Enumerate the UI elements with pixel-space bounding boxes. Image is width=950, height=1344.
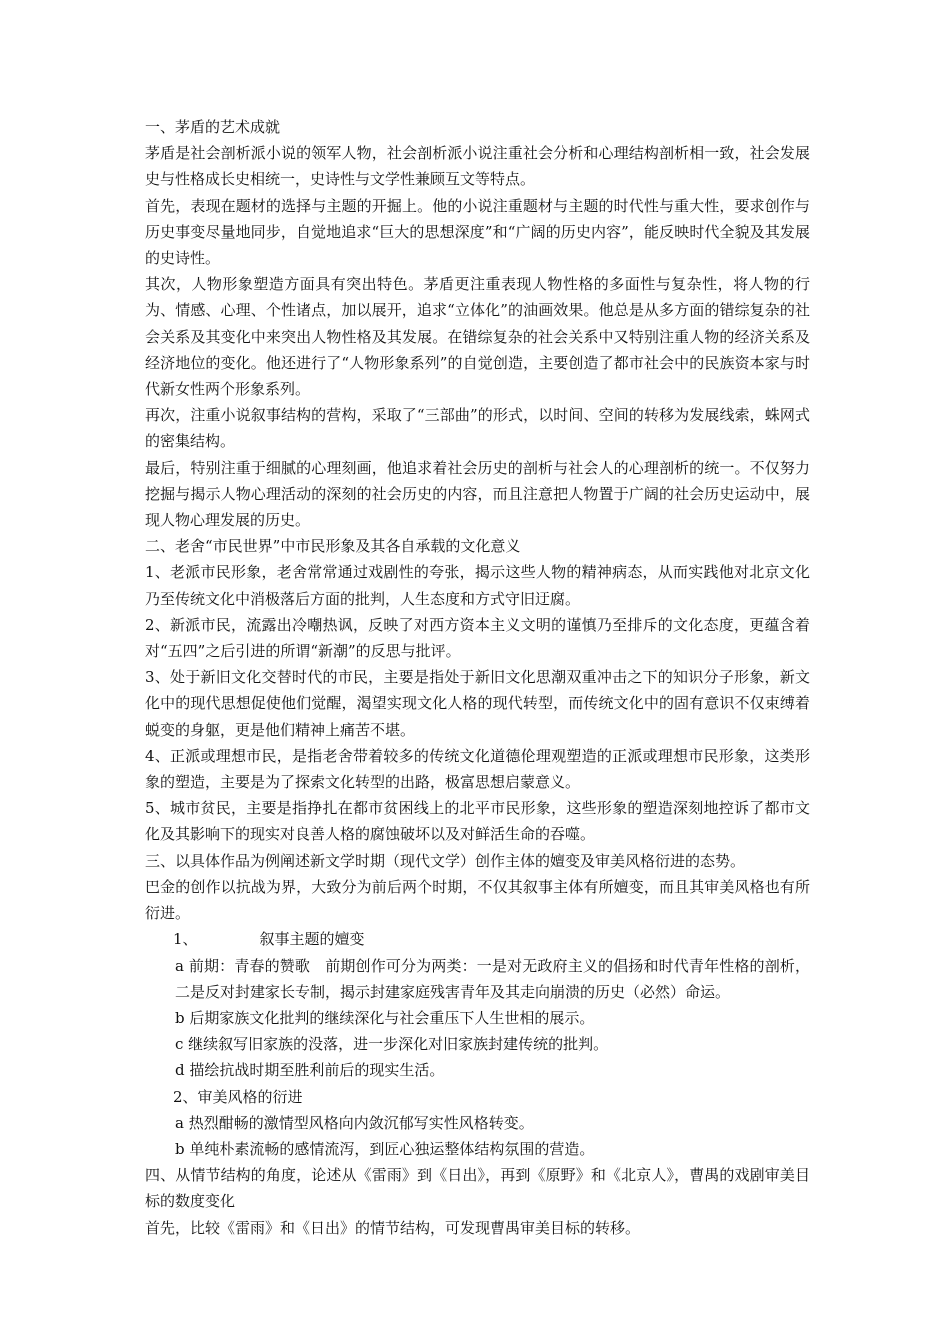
paragraph: 首先，比较《雷雨》和《日出》的情节结构，可发现曹禺审美目标的转移。	[145, 1218, 641, 1237]
subheading-number: 1、	[173, 930, 198, 949]
paragraph: 茅盾是社会剖析派小说的领军人物，社会剖析派小说注重社会分析和心理结构剖析相一致，社会发展史与性格成长史相统一，史诗性与文学性兼顾互文等特点。	[145, 144, 810, 189]
list-item: 5、城市贫民，主要是指挣扎在都市贫困线上的北平市民形象，这些形象的塑造深刻地控诉了都市文化及其影响下的现实对良善人格的腐蚀破坏以及对鲜活生命的吞噬。	[145, 799, 810, 844]
sub-list-item: b 后期家族文化批判的继续深化与社会重压下人生世相的展示。	[175, 1008, 595, 1027]
sub-list-item: c 继续叙写旧家族的没落，进一步深化对旧家族封建传统的批判。	[175, 1035, 609, 1054]
sub-list-item: a 前期：青春的赞歌 前期创作可分为两类：一是对无政府主义的倡扬和时代青年性格的剖析，二是反对封建家长专制，揭示封建家庭残害青年及其走向崩溃的历史（必然）命运。	[175, 956, 810, 1001]
list-item: 2、新派市民，流露出冷嘲热讽，反映了对西方资本主义文明的谨慎乃至排斥的文化态度，更蕴含着对“五四”之后引进的所谓“新潮”的反思与批评。	[145, 615, 810, 661]
paragraph: 最后，特别注重于细腻的心理刻画，他追求着社会历史的剖析与社会人的心理剖析的统一。不仅努力挖掘与揭示人物心理活动的深刻的社会历史的内容，而且注意把人物置于广阔的社会历史运动中，展现人物心理发展的历史。	[145, 458, 810, 530]
paragraph: 其次，人物形象塑造方面具有突出特色。茅盾更注重表现人物性格的多面性与复杂性，将人物的行为、情感、心理、个性诸点，加以展开，追求“立体化”的油画效果。他总是从多方面的错综复杂的社会关系及其变化中来突出人物性格及其发展。在错综复杂的社会关系中又特别注重人物的经济关系及经济地位的变化。他还进行了“人物形象系列”的自觉创造，主要创造了都市社会中的民族资本家与时代新女性两个形象系列。	[145, 275, 810, 399]
heading-section-4: 四、从情节结构的角度，论述从《雷雨》到《日出》，再到《原野》和《北京人》，曹禺的戏剧审美目标的数度变化	[145, 1166, 810, 1211]
heading-section-1: 一、茅盾的艺术成就	[145, 118, 281, 136]
sub-list-item: d 描绘抗战时期至胜利前后的现实生活。	[175, 1061, 445, 1080]
sub-list-item: b 单纯朴素流畅的感情流泻，到匠心独运整体结构氛围的营造。	[175, 1139, 595, 1158]
document-page	[145, 114, 810, 1241]
list-item: 4、正派或理想市民，是指老舍带着较多的传统文化道德伦理观塑造的正派或理想市民形象，这类形象的塑造，主要是为了探索文化转型的出路，极富思想启蒙意义。	[145, 746, 810, 792]
paragraph: 再次，注重小说叙事结构的营构，采取了“三部曲”的形式，以时间、空间的转移为发展线索，蛛网式的密集结构。	[145, 406, 810, 451]
list-item: 3、处于新旧文化交替时代的市民，主要是指处于新旧文化思潮双重冲击之下的知识分子形象，新文化中的现代思想促使他们觉醒，渴望实现文化人格的现代转型，而传统文化中的固有意识不仅束缚着蜕变的身躯，更是他们精神上痛苦不堪。	[145, 668, 810, 739]
subheading-title: 叙事主题的嬗变	[259, 930, 365, 949]
paragraph: 首先，表现在题材的选择与主题的开掘上。他的小说注重题材与主题的时代性与重大性，要求创作与历史事变尽量地同步，自觉地追求“巨大的思想深度”和“广阔的历史内容”，能反映时代全貌及其发展的史诗性。	[145, 196, 810, 268]
heading-section-3: 三、以具体作品为例阐述新文学时期（现代文学）创作主体的嬗变及审美风格衍进的态势。	[145, 851, 746, 870]
list-item: 1、老派市民形象，老舍常常通过戏剧性的夸张，揭示这些人物的精神病态，从而实践他对北京文化乃至传统文化中消极落后方面的批判，人生态度和方式守旧迂腐。	[145, 563, 810, 608]
sub-list-item: a 热烈酣畅的激情型风格向内敛沉郁写实性风格转变。	[175, 1113, 534, 1132]
heading-section-2: 二、老舍“市民世界”中市民形象及其各自承载的文化意义	[145, 537, 521, 556]
subheading-1	[145, 926, 810, 952]
paragraph: 巴金的创作以抗战为界，大致分为前后两个时期，不仅其叙事主体有所嬗变，而且其审美风格也有所衍进。	[145, 877, 810, 923]
subheading-2: 2、审美风格的衍进	[173, 1087, 303, 1106]
